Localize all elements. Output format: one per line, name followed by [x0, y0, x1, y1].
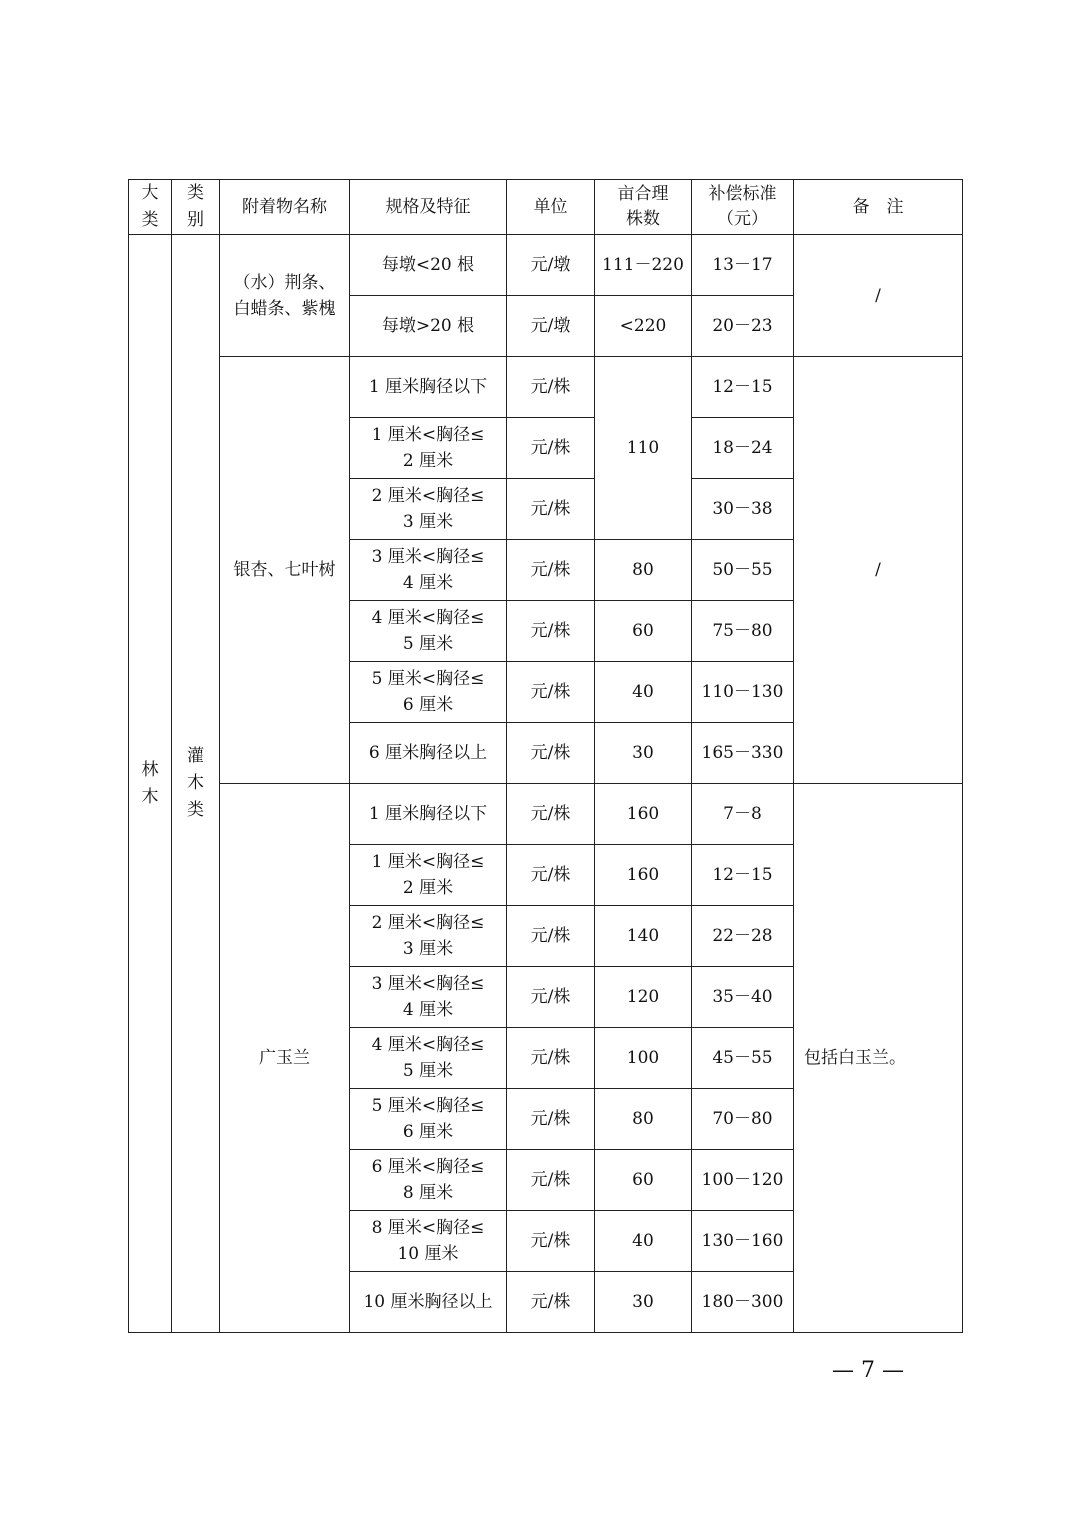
- spec-cell: 5 厘米<胸径≤ 6 厘米: [350, 1089, 507, 1150]
- compensation-cell: 22－28: [692, 906, 794, 967]
- table-row: [129, 235, 963, 296]
- plants-per-mu-cell: 30: [595, 1272, 692, 1333]
- compensation-cell: 20－23: [692, 296, 794, 357]
- unit-cell: 元/株: [507, 601, 595, 662]
- category-cell: [129, 235, 172, 1333]
- spec-cell: 2 厘米<胸径≤ 3 厘米: [350, 479, 507, 540]
- spec-cell: 1 厘米<胸径≤ 2 厘米: [350, 418, 507, 479]
- compensation-cell: 7－8: [692, 784, 794, 845]
- unit-cell: 元/株: [507, 1272, 595, 1333]
- plants-per-mu-cell: 40: [595, 662, 692, 723]
- spec-cell: 5 厘米<胸径≤ 6 厘米: [350, 662, 507, 723]
- remark-cell: 包括白玉兰。: [794, 784, 963, 1333]
- compensation-cell: 30－38: [692, 479, 794, 540]
- plants-per-mu-cell: 100: [595, 1028, 692, 1089]
- item-name-cell: 广玉兰: [220, 784, 350, 1333]
- stacked-char: 木: [187, 773, 204, 793]
- table-row: [129, 357, 963, 418]
- compensation-cell: 165－330: [692, 723, 794, 784]
- header-compensation: 补偿标准 （元）: [692, 180, 794, 235]
- spec-cell: 4 厘米<胸径≤ 5 厘米: [350, 1028, 507, 1089]
- unit-cell: 元/株: [507, 418, 595, 479]
- stacked-char: 别: [187, 210, 204, 230]
- compensation-cell: 50－55: [692, 540, 794, 601]
- plants-per-mu-cell: 40: [595, 1211, 692, 1272]
- stacked-char: 林: [141, 759, 159, 780]
- header-category: [129, 180, 172, 235]
- compensation-cell: 13－17: [692, 235, 794, 296]
- spec-cell: 6 厘米胸径以上: [350, 723, 507, 784]
- unit-cell: 元/墩: [507, 296, 595, 357]
- spec-cell: 6 厘米<胸径≤ 8 厘米: [350, 1150, 507, 1211]
- header-remark: 备 注: [794, 180, 963, 235]
- spec-cell: 8 厘米<胸径≤ 10 厘米: [350, 1211, 507, 1272]
- unit-cell: 元/株: [507, 906, 595, 967]
- spec-cell: 1 厘米<胸径≤ 2 厘米: [350, 845, 507, 906]
- table-body: [129, 180, 963, 1333]
- page-number: — 7 —: [832, 1358, 904, 1383]
- unit-cell: 元/株: [507, 479, 595, 540]
- unit-cell: 元/墩: [507, 235, 595, 296]
- unit-cell: 元/株: [507, 540, 595, 601]
- plants-per-mu-cell: 160: [595, 845, 692, 906]
- spec-cell: 2 厘米<胸径≤ 3 厘米: [350, 906, 507, 967]
- remark-cell: /: [794, 235, 963, 357]
- spec-cell: 1 厘米胸径以下: [350, 357, 507, 418]
- plants-per-mu-cell: 110: [595, 357, 692, 540]
- plants-per-mu-cell: 120: [595, 967, 692, 1028]
- stacked-char: 灌: [187, 746, 204, 766]
- spec-cell: 每墩<20 根: [350, 235, 507, 296]
- stacked-char: 类: [141, 210, 159, 230]
- stacked-char: 木: [141, 786, 159, 807]
- header-subcategory: [172, 180, 220, 235]
- unit-cell: 元/株: [507, 1211, 595, 1272]
- subcategory-cell: [172, 235, 220, 1333]
- plants-per-mu-cell: 140: [595, 906, 692, 967]
- item-name-cell: （水）荆条、 白蜡条、紫槐: [220, 235, 350, 357]
- header-unit: 单位: [507, 180, 595, 235]
- header-plants-per-mu: 亩合理 株数: [595, 180, 692, 235]
- plants-per-mu-cell: 60: [595, 1150, 692, 1211]
- stacked-char: 类: [187, 800, 204, 820]
- unit-cell: 元/株: [507, 967, 595, 1028]
- compensation-table-sheet: [128, 179, 962, 1333]
- spec-cell: 1 厘米胸径以下: [350, 784, 507, 845]
- unit-cell: 元/株: [507, 662, 595, 723]
- plants-per-mu-cell: 80: [595, 540, 692, 601]
- unit-cell: 元/株: [507, 1150, 595, 1211]
- stacked-char: 大: [141, 183, 159, 203]
- compensation-cell: 45－55: [692, 1028, 794, 1089]
- plants-per-mu-cell: 60: [595, 601, 692, 662]
- compensation-cell: 180－300: [692, 1272, 794, 1333]
- compensation-cell: 100－120: [692, 1150, 794, 1211]
- spec-cell: 3 厘米<胸径≤ 4 厘米: [350, 967, 507, 1028]
- spec-cell: 3 厘米<胸径≤ 4 厘米: [350, 540, 507, 601]
- stacked-char: 类: [187, 183, 204, 203]
- spec-cell: 4 厘米<胸径≤ 5 厘米: [350, 601, 507, 662]
- spec-cell: 10 厘米胸径以上: [350, 1272, 507, 1333]
- unit-cell: 元/株: [507, 1028, 595, 1089]
- spec-cell: 每墩>20 根: [350, 296, 507, 357]
- plants-per-mu-cell: <220: [595, 296, 692, 357]
- compensation-cell: 12－15: [692, 845, 794, 906]
- header-row: [129, 180, 963, 235]
- item-name-cell: 银杏、七叶树: [220, 357, 350, 784]
- plants-per-mu-cell: 80: [595, 1089, 692, 1150]
- header-item-name: 附着物名称: [220, 180, 350, 235]
- compensation-cell: 110－130: [692, 662, 794, 723]
- plants-per-mu-cell: 111－220: [595, 235, 692, 296]
- unit-cell: 元/株: [507, 1089, 595, 1150]
- compensation-cell: 18－24: [692, 418, 794, 479]
- compensation-cell: 70－80: [692, 1089, 794, 1150]
- compensation-cell: 12－15: [692, 357, 794, 418]
- unit-cell: 元/株: [507, 784, 595, 845]
- table-row: [129, 784, 963, 845]
- remark-cell: /: [794, 357, 963, 784]
- unit-cell: 元/株: [507, 845, 595, 906]
- compensation-cell: 130－160: [692, 1211, 794, 1272]
- compensation-cell: 75－80: [692, 601, 794, 662]
- plants-per-mu-cell: 30: [595, 723, 692, 784]
- compensation-cell: 35－40: [692, 967, 794, 1028]
- compensation-table: [128, 179, 963, 1333]
- header-spec: 规格及特征: [350, 180, 507, 235]
- unit-cell: 元/株: [507, 723, 595, 784]
- unit-cell: 元/株: [507, 357, 595, 418]
- plants-per-mu-cell: 160: [595, 784, 692, 845]
